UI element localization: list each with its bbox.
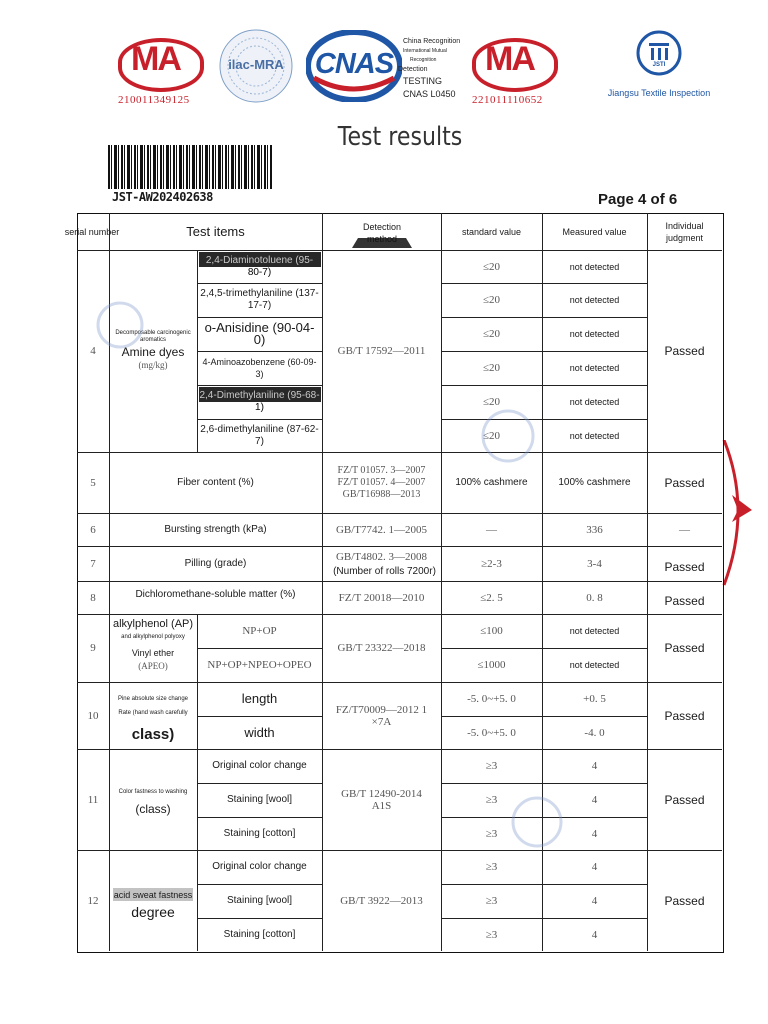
row6-standard: —: [486, 523, 497, 536]
row10-sub2-standard: -5. 0~+5. 0: [467, 726, 516, 739]
row4-sub1-standard: ≤20: [482, 260, 501, 273]
ma-number-right: 221011110652: [472, 94, 543, 106]
row8-judgment: Passed: [664, 594, 705, 608]
row12-judgment: Passed: [664, 893, 705, 908]
row4-sub6-name: 2,6-dimethylaniline (87-62-7): [200, 423, 319, 447]
row4-sub2-standard: ≤20: [482, 294, 501, 306]
row4-sub4-measured: not detected: [569, 363, 620, 373]
row5-method: FZ/T 01057. 3—2007 FZ/T 01057. 4—2007 GB/T16988—2013: [337, 464, 426, 500]
row9-sub1-name: NP+OP: [242, 625, 277, 637]
row10-sub1-measured: +0. 5: [583, 693, 606, 705]
row12-sub1-measured: 4: [591, 861, 598, 873]
row4-unit: (mg/kg): [138, 360, 168, 370]
row9-category: [109, 614, 197, 682]
cnas-line-2: International Mutual: [403, 48, 447, 54]
row10-category: [109, 682, 197, 749]
row10-method: FZ/T70009—2012 1 ×7A: [335, 703, 428, 728]
row11-method: GB/T 12490-2014 A1S: [341, 787, 422, 812]
row12-category-line1: acid sweat fastness: [113, 890, 193, 900]
row6-serial: 6: [90, 523, 96, 536]
row9-serial: 9: [90, 642, 96, 654]
row4-sub3-measured: not detected: [569, 329, 620, 339]
row12-sub3-name: Staining [cotton]: [223, 928, 296, 940]
watermark-stamp-2: [480, 408, 536, 464]
row6-measured: 336: [586, 523, 603, 536]
row9-method: GB/T 23322—2018: [337, 642, 426, 654]
row9-sub2-measured: not detected: [569, 660, 620, 670]
row7-method: GB/T4802. 3—2008: [335, 550, 428, 563]
row4-sub5-name: 2,4-Dimethylaniline (95-68-1): [199, 390, 320, 413]
barcode: [108, 145, 272, 189]
jsti-name: Jiangsu Textile Inspection: [607, 88, 711, 98]
col-header-measured: Measured value: [562, 227, 627, 237]
row7-judgment: Passed: [664, 559, 705, 574]
row9-category-line1: alkylphenol (AP): [112, 618, 194, 630]
row4-category-small: Decomposable carcinogenic aromatics: [115, 330, 191, 343]
row11-sub2-standard: ≥3: [485, 794, 498, 806]
row11-sub3-name: Staining [cotton]: [223, 827, 296, 839]
row12-sub2-standard: ≥3: [485, 895, 498, 907]
row10-sub1-standard: -5. 0~+5. 0: [467, 693, 516, 705]
row4-sub2-measured: not detected: [569, 295, 620, 305]
cnas-line-1: China Recognition: [403, 38, 461, 45]
row10-sub1-name: length: [241, 691, 278, 706]
cnas-line-3: Recognition: [410, 57, 437, 63]
jsti-mark: JSTI: [652, 62, 666, 68]
row4-category-big: Amine dyes: [121, 345, 185, 359]
row7-method-note: (Number of rolls 7200r): [333, 565, 436, 577]
row10-judgment: Passed: [664, 708, 705, 723]
row4-sub3-standard: ≤20: [482, 328, 501, 340]
row11-sub1-name: Original color change: [212, 760, 307, 771]
col-header-judgment: Individual judgment: [665, 221, 704, 243]
row10-category-line1: Pine absolute size change: [117, 696, 189, 702]
row4-judgment: Passed: [664, 344, 705, 358]
row12-sub3-standard: ≥3: [485, 928, 498, 941]
ma-number-left: 210011349125: [118, 94, 190, 106]
row4-sub2-name: 2,4,5-trimethylaniline (137-17-7): [200, 288, 319, 311]
row12-sub1-standard: ≥3: [485, 861, 498, 873]
row12-category-line2: degree: [131, 904, 175, 920]
row11-category-line2: (class): [135, 802, 171, 816]
row4-sub1-measured: not detected: [569, 261, 620, 272]
cnas-line-5: TESTING: [403, 76, 443, 86]
cnas-line-4: Detection: [398, 66, 428, 73]
row10-sub2-measured: -4. 0: [584, 726, 605, 739]
row11-judgment: Passed: [664, 792, 705, 807]
row12-method: GB/T 3922—2013: [340, 894, 423, 907]
row4-sub6-standard: ≤20: [482, 429, 501, 442]
barcode-number: JST-AW202402638: [112, 190, 213, 204]
row7-serial: 7: [90, 557, 96, 570]
row4-category: [109, 250, 197, 452]
cnas-line-6: CNAS L0450: [403, 89, 456, 99]
row8-item: Dichloromethane-soluble matter (%): [135, 589, 296, 600]
row4-sub4-standard: ≤20: [482, 362, 501, 374]
row9-judgment: Passed: [664, 641, 705, 655]
row9-category-line4: (APEO): [138, 661, 168, 671]
row9-sub1-measured: not detected: [569, 626, 620, 636]
row9-sub2-name: NP+OP+NPEO+OPEO: [207, 659, 312, 671]
row7-item: Pilling (grade): [184, 557, 247, 569]
row9-sub2-standard: ≤1000: [477, 659, 506, 671]
row5-measured: 100% cashmere: [558, 476, 631, 488]
row6-method: GB/T7742. 1—2005: [335, 523, 428, 536]
row11-sub2-name: Staining [wool]: [226, 794, 293, 805]
row4-sub3-name: o-Anisidine (90-04-0): [204, 320, 315, 347]
row10-category-line2: Rate (hand wash carefully: [118, 710, 188, 716]
row8-measured: 0. 8: [586, 591, 603, 604]
row12-serial: 12: [87, 894, 99, 907]
row11-sub3-standard: ≥3: [485, 827, 498, 840]
row4-sub4-name: 4-Aminoazobenzene (60-09-3): [202, 357, 317, 379]
row4-sub1-name: 2,4-Diaminotoluene (95-80-7): [205, 254, 314, 278]
row10-sub2-name: width: [244, 724, 275, 740]
row4-sub6-measured: not detected: [569, 430, 620, 441]
ilac-logo: [218, 28, 294, 104]
row10-serial: 10: [87, 709, 99, 722]
row11-category-line1: Color fastness to washing: [118, 789, 188, 795]
ma-letters-left: MA: [131, 40, 180, 78]
row10-category-line3: class): [131, 726, 175, 743]
row4-sub5-measured: not detected: [569, 397, 620, 407]
col-header-serial: serial number: [64, 227, 120, 237]
row11-sub3-measured: 4: [591, 827, 598, 840]
row4-method: GB/T 17592—2011: [337, 345, 426, 357]
row11-sub1-standard: ≥3: [485, 760, 498, 772]
row9-sub1-standard: ≤100: [480, 625, 503, 637]
row4-sub5-standard: ≤20: [482, 396, 501, 408]
col-header-method: Detection: [362, 222, 402, 232]
row12-sub2-measured: 4: [591, 895, 598, 907]
row6-judgment: —: [679, 523, 690, 536]
watermark-stamp-3: [510, 795, 564, 849]
ilac-text: ilac-MRA: [228, 57, 284, 72]
row12-category: [109, 850, 197, 951]
row9-category-line2: and alkylphenol polyoxy: [121, 634, 185, 640]
cnas-letters: CNAS: [314, 48, 394, 80]
row11-serial: 11: [87, 793, 99, 806]
ma-letters-right: MA: [485, 40, 534, 78]
row7-standard: ≥2-3: [481, 557, 502, 570]
row8-method: FZ/T 20018—2010: [338, 591, 425, 604]
row11-sub1-measured: 4: [591, 760, 598, 772]
col-header-items: Test items: [186, 224, 245, 239]
page-number: Page 4 of 6: [598, 191, 678, 208]
row5-item: Fiber content (%): [177, 476, 254, 488]
watermark-stamp-1: [95, 300, 145, 350]
col-header-standard: standard value: [461, 227, 522, 237]
row9-category-line3: Vinyl ether: [131, 648, 175, 658]
row7-measured: 3-4: [587, 557, 602, 570]
row12-sub2-name: Staining [wool]: [226, 895, 293, 906]
row5-judgment: Passed: [664, 475, 705, 490]
row11-sub2-measured: 4: [591, 794, 598, 806]
row12-sub1-name: Original color change: [212, 861, 307, 872]
row6-item: Bursting strength (kPa): [164, 523, 267, 535]
row4-serial: 4: [90, 345, 96, 357]
page-title: Test results: [337, 122, 463, 152]
row11-category: [109, 749, 197, 850]
row12-sub3-measured: 4: [591, 928, 598, 941]
row8-standard: ≤2. 5: [480, 591, 503, 604]
row5-serial: 5: [90, 476, 96, 489]
method-header-banner: [352, 238, 412, 248]
row5-standard: 100% cashmere: [455, 476, 528, 488]
row8-serial: 8: [90, 591, 96, 604]
seal-fragment: [722, 440, 768, 590]
